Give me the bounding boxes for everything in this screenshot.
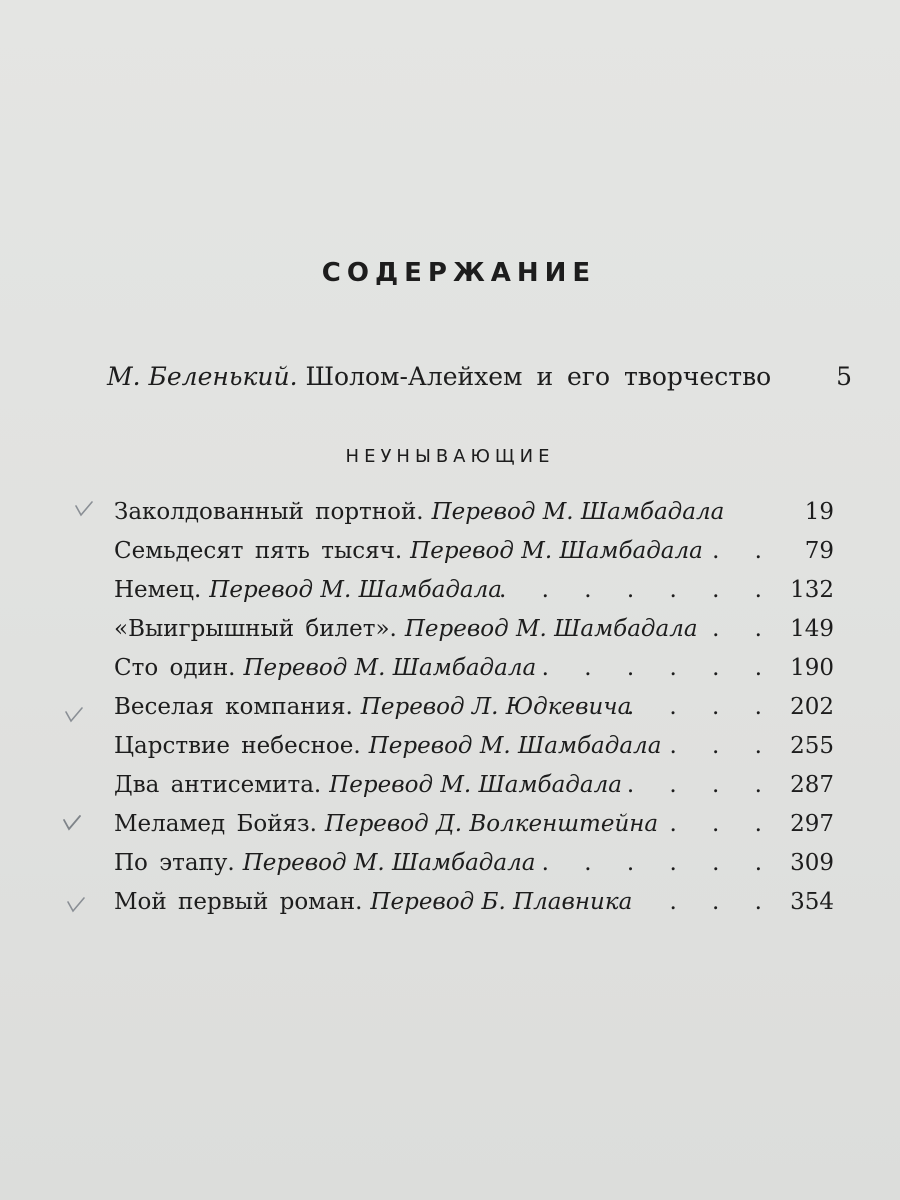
toc-entry bbox=[114, 806, 834, 845]
entry-page-number: 149 bbox=[790, 616, 834, 642]
entry-title: Немец. bbox=[114, 577, 202, 603]
page-title: СОДЕРЖАНИЕ bbox=[321, 258, 597, 288]
toc-entry bbox=[114, 845, 834, 884]
dot-leader: . . . bbox=[669, 889, 776, 915]
entry-page-number: 202 bbox=[790, 694, 834, 720]
entry-page-number: 255 bbox=[790, 733, 834, 759]
entry-page-number: 297 bbox=[790, 811, 834, 837]
toc-entry bbox=[114, 611, 834, 650]
entry-translator: Перевод М. Шамбадала bbox=[209, 577, 503, 603]
intro-page-number: 5 bbox=[836, 362, 852, 391]
toc-entry bbox=[114, 650, 834, 689]
entry-translator: Перевод М. Шамбадала bbox=[242, 850, 536, 876]
toc-entry bbox=[114, 689, 834, 728]
entry-translator: Перевод Л. Юдкевича bbox=[360, 694, 632, 720]
entry-page-number: 19 bbox=[804, 499, 834, 525]
toc-entry bbox=[114, 572, 834, 611]
dot-leader: . . bbox=[712, 538, 776, 564]
toc-entry bbox=[114, 494, 834, 533]
entry-translator: Перевод М. Шамбадала bbox=[329, 772, 622, 798]
section-heading: НЕУНЫВАЮЩИЕ bbox=[345, 446, 555, 467]
dot-leader: . . . bbox=[669, 811, 776, 837]
dot-leader: . . . . bbox=[626, 772, 776, 798]
pencil-check-mark-icon bbox=[64, 706, 84, 726]
dot-leader: . . . bbox=[669, 733, 776, 759]
entry-page-number: 190 bbox=[790, 655, 834, 681]
entry-title: Семьдесят пять тысяч. bbox=[114, 538, 403, 564]
entry-title: Заколдованный портной. bbox=[114, 499, 424, 525]
dot-leader: . . . . . . . bbox=[498, 577, 776, 603]
pencil-check-mark-icon bbox=[66, 896, 86, 916]
entry-page-number: 309 bbox=[790, 850, 834, 876]
entry-translator: Перевод Д. Волкенштейна bbox=[324, 811, 659, 837]
dot-leader: . . . . bbox=[626, 694, 776, 720]
pencil-check-mark-icon bbox=[62, 814, 82, 834]
entry-title: Веселая компания. bbox=[114, 694, 353, 720]
entry-page-number: 132 bbox=[790, 577, 834, 603]
entry-page-number: 287 bbox=[790, 772, 834, 798]
toc-entry bbox=[114, 884, 834, 923]
entry-translator: Перевод М. Шамбадала bbox=[431, 499, 725, 525]
entry-title: Царствие небесное. bbox=[114, 733, 361, 759]
dot-leader: . . . . . . bbox=[541, 655, 776, 681]
entry-translator: Перевод М. Шамбадала bbox=[368, 733, 662, 759]
intro-title: Шолом-Алейхем и его творчество bbox=[305, 362, 772, 391]
entry-title: Меламед Бойяз. bbox=[114, 811, 317, 837]
dot-leader: . . . . . . bbox=[541, 850, 776, 876]
intro-author: М. Беленький. bbox=[107, 362, 298, 391]
entry-translator: Перевод М. Шамбадала bbox=[243, 655, 537, 681]
dot-leader: . . bbox=[712, 616, 776, 642]
toc-entry bbox=[114, 767, 834, 806]
entry-translator: Перевод Б. Плавника bbox=[370, 889, 633, 915]
entry-page-number: 354 bbox=[790, 889, 834, 915]
entry-title: Мой первый роман. bbox=[114, 889, 363, 915]
pencil-check-mark-icon bbox=[74, 500, 94, 520]
entry-title: Два антисемита. bbox=[114, 772, 322, 798]
toc-entry bbox=[114, 533, 834, 572]
entry-page-number: 79 bbox=[804, 538, 834, 564]
table-of-contents bbox=[114, 494, 834, 923]
entry-title: «Выигрышный билет». bbox=[114, 616, 397, 642]
entry-title: Сто один. bbox=[114, 655, 236, 681]
entry-title: По этапу. bbox=[114, 850, 235, 876]
toc-entry bbox=[114, 728, 834, 767]
intro-entry bbox=[107, 362, 852, 391]
entry-translator: Перевод М. Шамбадала bbox=[410, 538, 703, 564]
entry-translator: Перевод М. Шамбадала bbox=[404, 616, 698, 642]
